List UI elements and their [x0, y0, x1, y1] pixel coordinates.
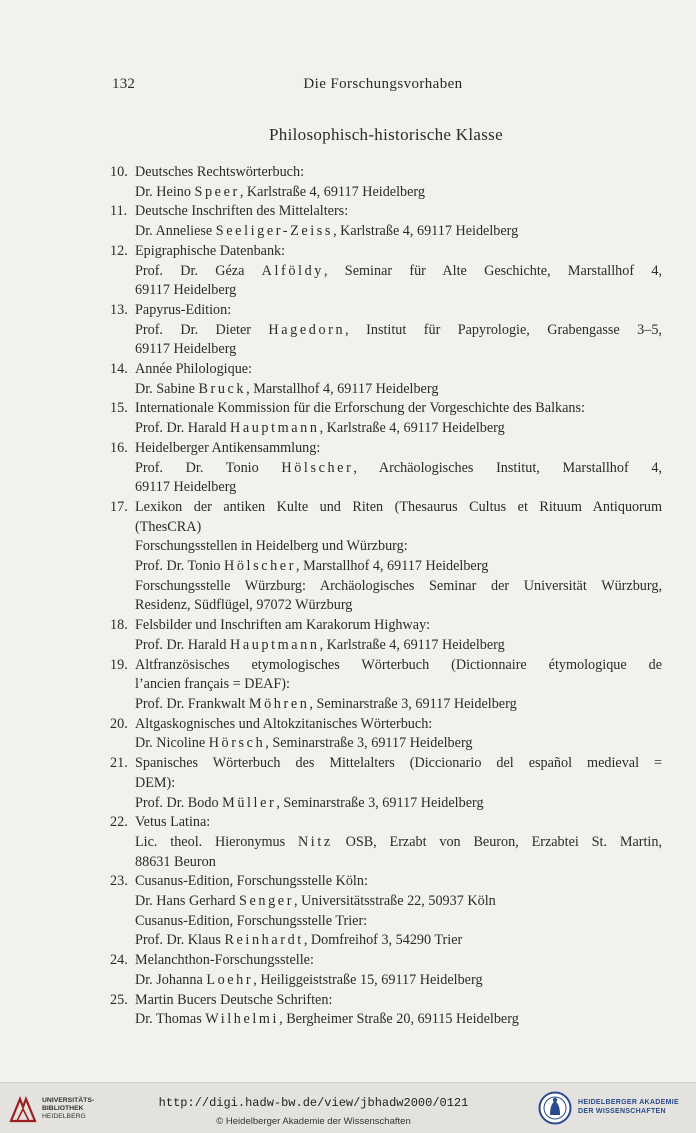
person-surname: Möhren	[248, 695, 310, 712]
entry-line-prefix: Prof. Dr. Tonio	[135, 558, 224, 575]
entry-number: 18.	[110, 617, 128, 634]
entry-line: Altgaskognisches und Altokzitanisches Wörterbuch:	[135, 715, 433, 732]
entry-line	[135, 380, 662, 400]
entry-line-address: , Seminarstraße 3, 69117 Heidelberg	[276, 794, 484, 811]
entry-line-prefix: Prof. Dr. Harald	[135, 420, 230, 437]
entry-line	[135, 557, 662, 577]
academy-name	[578, 1098, 679, 1116]
academy-line: HEIDELBERGER AKADEMIE	[578, 1099, 679, 1106]
list-item	[110, 399, 662, 438]
entry-line: Epigraphische Datenbank:	[135, 242, 286, 259]
entry-line	[135, 734, 662, 754]
list-item	[110, 872, 662, 951]
entry-line: Altfranzösisches etymologisches Wörterbuch (Dictionnaire étymologique de	[135, 656, 662, 673]
person-surname: Bruck	[198, 380, 247, 397]
entry-line: Lexikon der antiken Kulte und Riten (Thesaurus Cultus et Rituum Antiquorum	[135, 498, 662, 515]
entry-line	[135, 459, 662, 479]
person-surname: Hauptmann	[229, 636, 320, 653]
list-item	[110, 715, 662, 754]
entry-line-prefix: Prof. Dr. Klaus	[135, 932, 225, 949]
page-number: 132	[112, 76, 136, 92]
entry-number: 21.	[110, 755, 128, 772]
list-item	[110, 498, 662, 616]
entry-line-address: OSB, Erzabt von Beuron, Erzabtei St. Martin,	[332, 833, 662, 850]
entry-number: 10.	[110, 164, 128, 180]
entry-line	[135, 222, 662, 242]
entry-line-prefix: Prof. Dr. Dieter	[135, 321, 269, 338]
entry-number: 19.	[110, 656, 128, 673]
entry-line-prefix: Dr. Heino	[135, 183, 195, 200]
entry-line: Deutsches Rechtswörterbuch:	[135, 164, 305, 180]
entry-line	[135, 695, 662, 715]
entry-line-address: , Karlstraße 4, 69117 Heidelberg	[319, 636, 505, 653]
entry-line-prefix: Prof. Dr. Harald	[135, 636, 230, 653]
entry-line	[135, 931, 662, 951]
list-item	[110, 439, 662, 498]
entry-line: Melanchthon-Forschungsstelle:	[135, 952, 314, 969]
entry-line	[135, 183, 662, 203]
entry-line-address: , Seminarstraße 3, 69117 Heidelberg	[309, 695, 517, 712]
entry-line: Cusanus-Edition, Forschungsstelle Köln:	[135, 873, 368, 890]
entry-line: 69117 Heidelberg	[135, 479, 237, 496]
entry-number: 23.	[110, 873, 128, 890]
academy-seal-icon	[538, 1091, 572, 1125]
entry-line: 69117 Heidelberg	[135, 341, 237, 358]
list-item	[110, 656, 662, 715]
entry-line-address: , Institut für Papyrologie, Grabengasse 3–5,	[345, 321, 662, 338]
entry-line: Papyrus-Edition:	[135, 301, 232, 318]
entry-line	[135, 833, 662, 853]
entry-line-address: , Universitätsstraße 22, 50937 Köln	[294, 893, 496, 910]
person-surname: Hölscher	[224, 558, 297, 575]
entry-number: 17.	[110, 498, 128, 515]
running-title: Die Forschungsvorhaben	[303, 76, 463, 92]
person-surname: Hölscher	[281, 459, 354, 476]
person-surname: Alföldy	[261, 262, 324, 279]
entry-line: Felsbilder und Inschriften am Karakorum Highway:	[135, 617, 431, 634]
entry-number: 22.	[110, 814, 128, 831]
entry-line-prefix: Dr. Sabine	[135, 380, 199, 397]
person-surname: Nitz	[297, 833, 333, 850]
entry-line	[135, 636, 662, 656]
person-surname: Müller	[222, 794, 277, 811]
list-item	[110, 951, 662, 990]
entry-line	[135, 971, 662, 991]
entry-line-address: , Bergheimer Straße 20, 69115 Heidelberg	[279, 1011, 519, 1028]
entry-number: 24.	[110, 952, 128, 969]
entry-line: DEM):	[135, 774, 176, 791]
entry-line-address: , Marstallhof 4, 69117 Heidelberg	[246, 380, 439, 397]
list-item	[110, 813, 662, 872]
entry-line-address: , Seminarstraße 3, 69117 Heidelberg	[265, 735, 473, 752]
entry-line	[135, 321, 662, 341]
person-surname: Reinhardt	[224, 932, 304, 949]
entry-line: Martin Bucers Deutsche Schriften:	[135, 991, 333, 1008]
entry-line-address: , Karlstraße 4, 69117 Heidelberg	[319, 420, 505, 437]
entry-number: 20.	[110, 715, 128, 732]
academy-line: DER WISSENSCHAFTEN	[578, 1108, 666, 1115]
entry-line: Residenz, Südflügel, 97072 Würzburg	[135, 597, 353, 614]
list-item	[110, 616, 662, 655]
copyright-notice: © Heidelberger Akademie der Wissenschaften	[216, 1116, 411, 1127]
library-line: UNIVERSITÄTS-	[42, 1097, 95, 1104]
entry-line-address: , Heiliggeiststraße 15, 69117 Heidelberg	[253, 971, 483, 988]
list-item	[110, 163, 662, 202]
entry-line: Deutsche Inschriften des Mittelalters:	[135, 203, 349, 220]
entry-line: Spanisches Wörterbuch des Mittelalters (Diccionario del español medieval =	[135, 755, 662, 772]
list-item	[110, 242, 662, 301]
person-surname: Wilhelmi	[205, 1011, 280, 1028]
entry-line	[135, 419, 662, 439]
entry-line: Forschungsstellen in Heidelberg und Würzburg:	[135, 538, 408, 555]
entry-line-prefix: Dr. Thomas	[135, 1011, 206, 1028]
entry-line-address: , Seminar für Alte Geschichte, Marstallhof 4,	[324, 262, 663, 279]
entry-number: 11.	[110, 203, 128, 220]
entry-line-prefix: Lic. theol. Hieronymus	[135, 833, 298, 850]
entry-line-prefix: Dr. Johanna	[135, 971, 207, 988]
entry-number: 16.	[110, 439, 128, 456]
entry-line-prefix: Prof. Dr. Géza	[135, 262, 262, 279]
library-line: HEIDELBERG	[42, 1113, 86, 1120]
entry-line: Heidelberger Antikensammlung:	[135, 439, 321, 456]
list-item	[110, 202, 662, 241]
entry-line	[135, 262, 662, 282]
entry-line: Vetus Latina:	[135, 814, 211, 831]
person-surname: Hauptmann	[229, 420, 320, 437]
viewer-footer	[0, 1082, 696, 1133]
entry-line: 69117 Heidelberg	[135, 282, 237, 299]
entry-line: Internationale Kommission für die Erforschung der Vorgeschichte des Balkans:	[135, 400, 585, 417]
entry-line-address: , Domfreihof 3, 54290 Trier	[303, 932, 463, 949]
project-list	[110, 163, 662, 1030]
entry-line-address: , Karlstraße 4, 69117 Heidelberg	[333, 223, 519, 240]
entry-line-prefix: Dr. Hans Gerhard	[135, 893, 240, 910]
person-surname: Hagedorn	[268, 321, 346, 338]
person-surname: Speer	[194, 183, 240, 200]
entry-line: 88631 Beuron	[135, 853, 216, 870]
list-item	[110, 301, 662, 360]
permalink-url[interactable]: http://digi.hadw-bw.de/view/jbhadw2000/0121	[158, 1096, 469, 1110]
entry-line-prefix: Dr. Nicoline	[135, 735, 209, 752]
entry-number: 25.	[110, 991, 128, 1008]
list-item	[110, 991, 662, 1030]
entry-line: Forschungsstelle Würzburg: Archäologisches Seminar der Universität Würzburg,	[135, 577, 662, 594]
entry-line	[135, 794, 662, 814]
entry-line: (ThesCRA)	[135, 518, 202, 535]
entry-line-prefix: Dr. Anneliese	[135, 223, 216, 240]
entry-line-prefix: Prof. Dr. Tonio	[135, 459, 282, 476]
entry-number: 14.	[110, 361, 128, 378]
person-surname: Hörsch	[208, 735, 266, 752]
entry-number: 13.	[110, 301, 128, 318]
person-surname: Senger	[239, 893, 295, 910]
entry-line-prefix: Prof. Dr. Bodo	[135, 794, 223, 811]
list-item	[110, 360, 662, 399]
entry-line: Année Philologique:	[135, 361, 253, 378]
entry-line	[135, 892, 662, 912]
entry-line-address: , Archäologisches Institut, Marstallhof 4,	[353, 459, 662, 476]
entry-line-address: , Karlstraße 4, 69117 Heidelberg	[239, 183, 425, 200]
entry-number: 12.	[110, 242, 128, 259]
library-line: BIBLIOTHEK	[42, 1105, 84, 1112]
list-item	[110, 754, 662, 813]
entry-line-prefix: Prof. Dr. Frankwalt	[135, 695, 249, 712]
entry-line-address: , Marstallhof 4, 69117 Heidelberg	[296, 558, 489, 575]
entry-number: 15.	[110, 400, 128, 417]
person-surname: Seeliger-Zeiss	[215, 223, 334, 240]
section-title: Philosophisch-historische Klasse	[269, 125, 503, 144]
entry-line: l’ancien français = DEAF):	[135, 676, 290, 693]
entry-line	[135, 1010, 662, 1030]
person-surname: Loehr	[206, 971, 254, 988]
entry-line: Cusanus-Edition, Forschungsstelle Trier:	[135, 912, 368, 929]
